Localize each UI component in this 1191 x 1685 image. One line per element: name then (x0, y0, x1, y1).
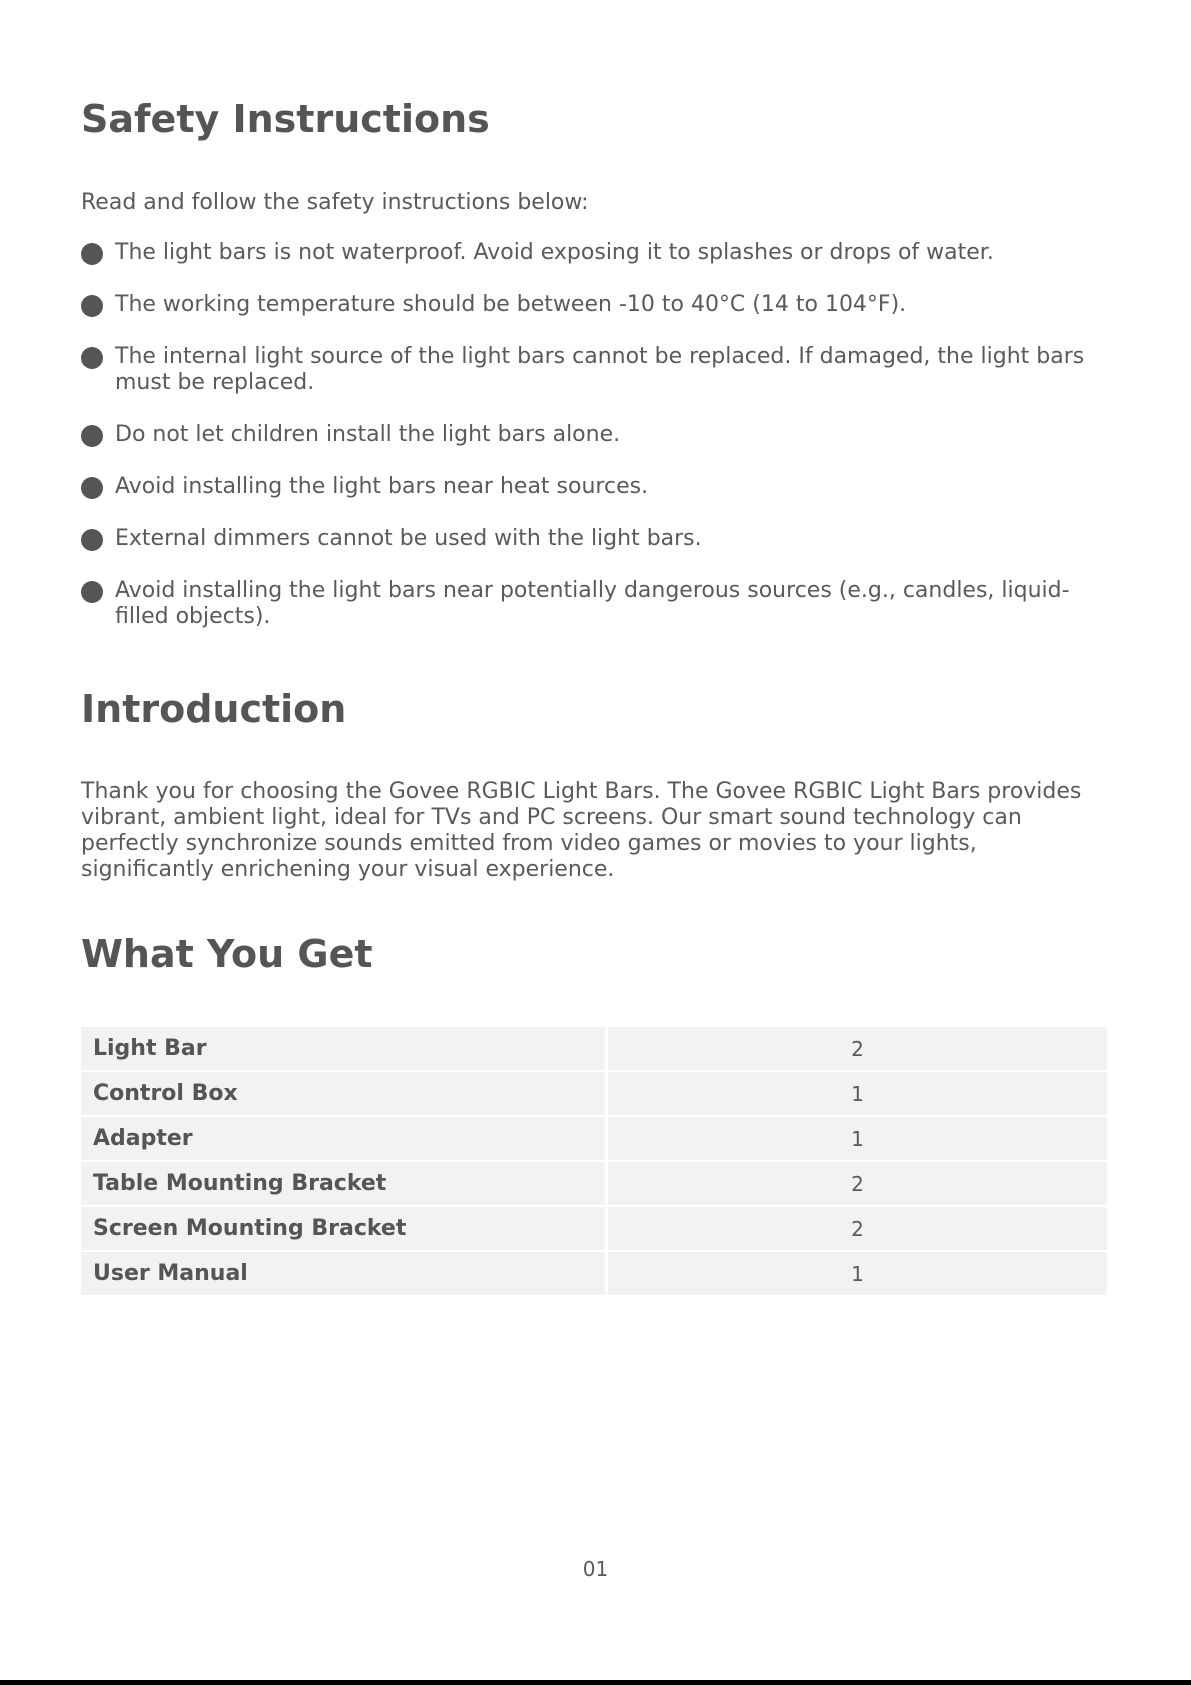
bullet-dot-icon (81, 581, 103, 603)
item-name: Light Bar (81, 1027, 608, 1072)
item-quantity: 2 (608, 1027, 1107, 1072)
safety-item-text: Avoid installing the light bars near heat sources. (115, 474, 649, 499)
safety-item-text: The working temperature should be between -10 to 40°C (14 to 104°F). (115, 292, 907, 317)
package-contents-table (81, 1027, 1107, 1297)
safety-item (81, 240, 1121, 266)
introduction-paragraph: Thank you for choosing the Govee RGBIC Light Bars. The Govee RGBIC Light Bars provides vibrant, ambient light, ideal for TVs and PC screens. Our smart sound technology can perfectly synchronize sounds emitted from video games or movies to your lights, significantly enrichening your visual experience. (81, 779, 1082, 882)
safety-item (81, 474, 1121, 500)
table-row (81, 1207, 1107, 1252)
table-row (81, 1072, 1107, 1117)
safety-item (81, 292, 1121, 318)
item-quantity: 2 (608, 1162, 1107, 1207)
safety-item (81, 578, 1121, 630)
safety-item-text: The internal light source of the light bars cannot be replaced. If damaged, the light bars must be replaced. (115, 344, 1085, 395)
table-row (81, 1117, 1107, 1162)
item-quantity: 1 (608, 1072, 1107, 1117)
safety-item-text: Do not let children install the light bars alone. (115, 422, 621, 447)
item-quantity: 1 (608, 1117, 1107, 1162)
safety-item (81, 422, 1121, 448)
safety-intro-text: Read and follow the safety instructions below: (81, 190, 589, 215)
safety-instructions-heading: Safety Instructions (81, 97, 490, 141)
item-name: Table Mounting Bracket (81, 1162, 608, 1207)
bullet-dot-icon (81, 347, 103, 369)
bullet-dot-icon (81, 295, 103, 317)
item-name: Screen Mounting Bracket (81, 1207, 608, 1252)
table-row (81, 1162, 1107, 1207)
safety-item-text: The light bars is not waterproof. Avoid exposing it to splashes or drops of water. (115, 240, 994, 265)
item-name: Control Box (81, 1072, 608, 1117)
safety-list (81, 240, 1121, 656)
bullet-dot-icon (81, 477, 103, 499)
table-row (81, 1027, 1107, 1072)
item-quantity: 2 (608, 1207, 1107, 1252)
item-quantity: 1 (608, 1252, 1107, 1297)
introduction-heading: Introduction (81, 687, 347, 731)
safety-item-text: Avoid installing the light bars near potentially dangerous sources (e.g., candles, liquid-filled objects). (115, 578, 1070, 629)
page-number: 01 (582, 1557, 609, 1581)
bullet-dot-icon (81, 243, 103, 265)
safety-item-text: External dimmers cannot be used with the light bars. (115, 526, 702, 551)
bullet-dot-icon (81, 529, 103, 551)
table-row (81, 1252, 1107, 1297)
safety-item (81, 526, 1121, 552)
item-name: User Manual (81, 1252, 608, 1297)
bullet-dot-icon (81, 425, 103, 447)
what-you-get-heading: What You Get (81, 932, 373, 976)
safety-item (81, 344, 1121, 396)
item-name: Adapter (81, 1117, 608, 1162)
